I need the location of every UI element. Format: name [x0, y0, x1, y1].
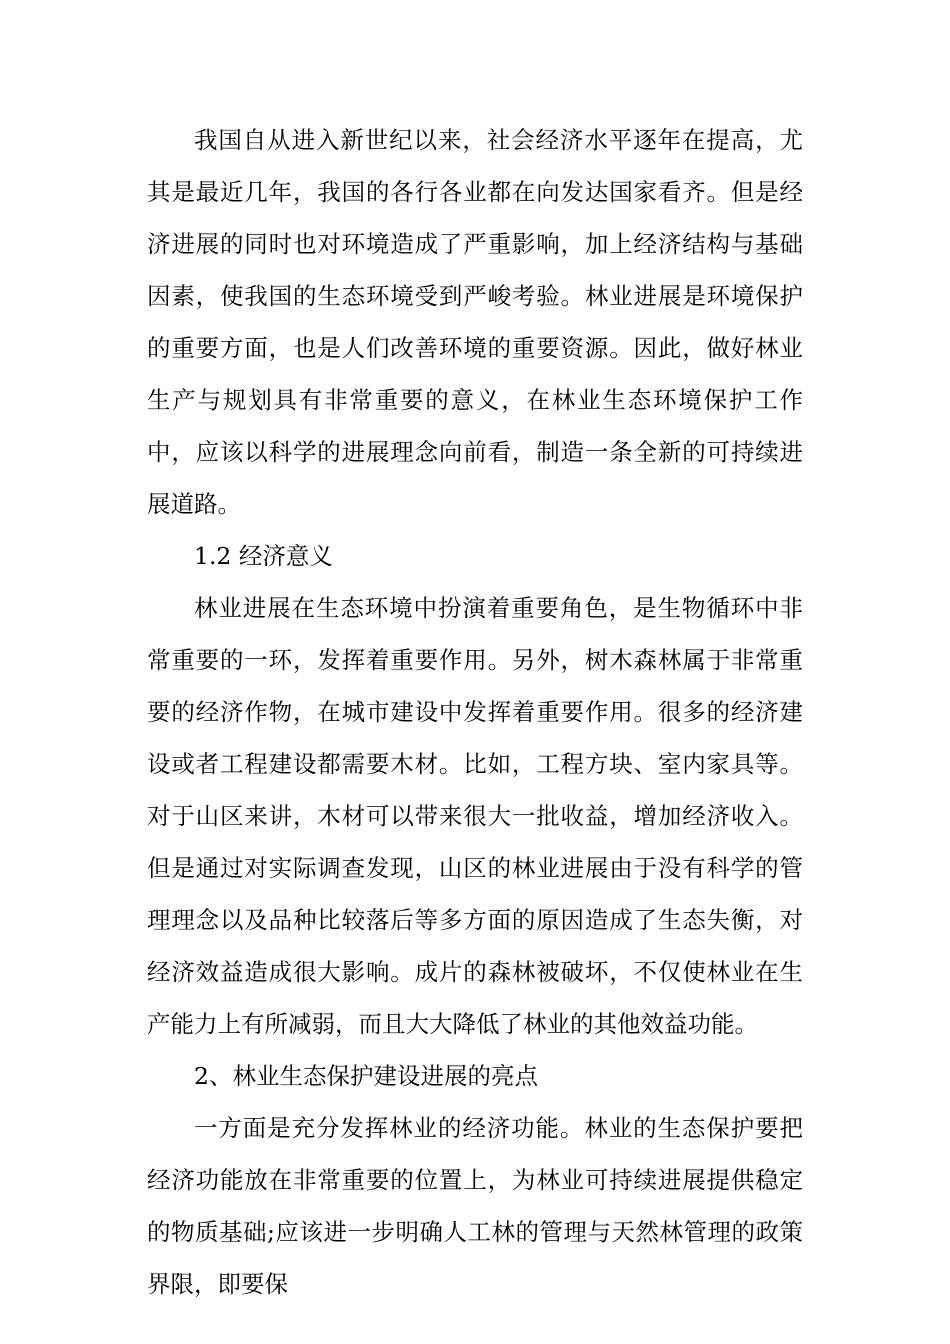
document-body [147, 114, 803, 1310]
section-heading-highlights: 2、林业生态保护建设进展的亮点 [194, 1062, 538, 1090]
section-heading-economic-significance: 1.2 经济意义 [194, 542, 333, 570]
paragraph-economic-significance: 林业进展在生态环境中扮演着重要角色，是生物循环中非常重要的一环，发挥着重要作用。另外，树木森林属于非常重要的经济作物，在城市建设中发挥着重要作用。很多的经济建设或者工程建设都需要木材。比如，工程方块、室内家具等。对于山区来讲，木材可以带来很大一批收益，增加经济收入。但是通过对实际调查发现，山区的林业进展由于没有科学的管理理念以及品种比较落后等多方面的原因造成了生态失衡，对经济效益造成很大影响。成片的森林被破坏，不仅使林业在生产能力上有所减弱，而且大大降低了林业的其他效益功能。 [147, 594, 803, 1038]
paragraph-highlights: 一方面是充分发挥林业的经济功能。林业的生态保护要把经济功能放在非常重要的位置上，为林业可持续进展提供稳定的物质基础;应该进一步明确人工林的管理与天然林管理的政策界限，即要保 [147, 1114, 803, 1298]
paragraph-intro: 我国自从进入新世纪以来，社会经济水平逐年在提高，尤其是最近几年，我国的各行各业都在向发达国家看齐。但是经济进展的同时也对环境造成了严重影响，加上经济结构与基础因素，使我国的生态环境受到严峻考验。林业进展是环境保护的重要方面，也是人们改善环境的重要资源。因此，做好林业生产与规划具有非常重要的意义，在林业生态环境保护工作中，应该以科学的进展理念向前看，制造一条全新的可持续进展道路。 [147, 126, 803, 518]
